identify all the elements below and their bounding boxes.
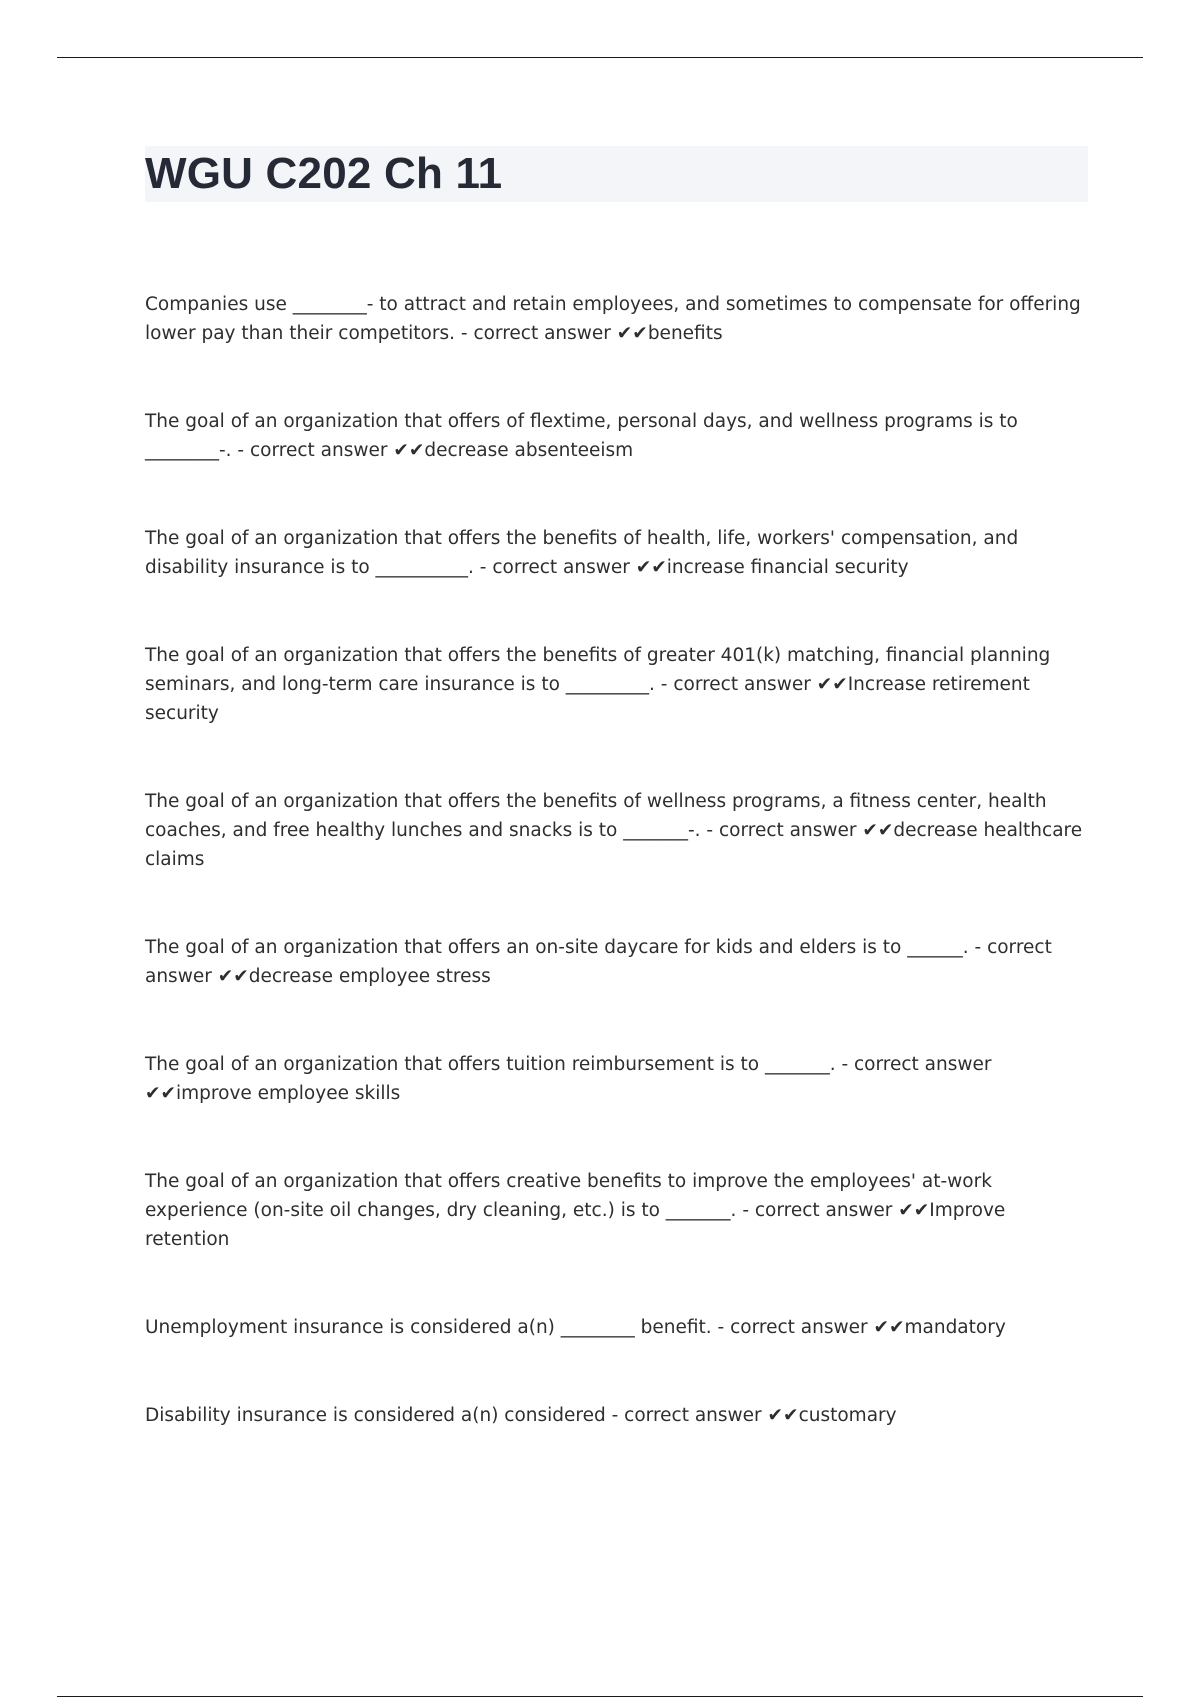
question-text: The goal of an organization that offers an on-site daycare for kids and elders is to ______. - correct answer [145,937,1052,987]
check-icon: ✔✔ [635,557,667,578]
answer-text: benefits [647,323,723,344]
qa-item [145,1050,1095,1108]
answer-text: Improve retention [145,1200,1006,1250]
question-text: Unemployment insurance is considered a(n) ________ benefit. - correct answer [145,1317,874,1338]
answer-text: customary [798,1405,897,1426]
check-icon: ✔✔ [816,674,848,695]
question-text: The goal of an organization that offers the benefits of health, life, workers' compensation, and disability insurance is to __________. - correct answer [145,528,1019,578]
check-icon: ✔✔ [393,440,425,461]
check-icon: ✔✔ [616,323,648,344]
bottom-divider [57,1696,1143,1697]
qa-item [145,407,1095,465]
check-icon: ✔✔ [873,1317,905,1338]
qa-item [145,524,1095,582]
check-icon: ✔✔ [767,1405,799,1426]
answer-text: Increase retirement security [145,674,1030,724]
check-icon: ✔✔ [898,1200,930,1221]
check-icon: ✔✔ [862,820,894,841]
top-divider [57,57,1143,58]
question-text: The goal of an organization that offers the benefits of wellness programs, a fitness center, health coaches, and free healthy lunches and snacks is to _______-. - correct answer [145,791,1047,841]
qa-list [145,290,1095,1489]
answer-text: increase financial security [666,557,909,578]
answer-text: improve employee skills [176,1083,401,1104]
check-icon: ✔✔ [217,966,249,987]
question-text: The goal of an organization that offers creative benefits to improve the employees' at-work experience (on-site oil changes, dry cleaning, etc.) is to _______. - correct answer [145,1171,992,1221]
qa-item [145,787,1095,874]
answer-text: mandatory [904,1317,1006,1338]
question-text: The goal of an organization that offers of flextime, personal days, and wellness programs is to ________-. - correct answer [145,411,1018,461]
question-text: The goal of an organization that offers tuition reimbursement is to _______. - correct answer [145,1054,992,1075]
answer-text: decrease healthcare claims [145,820,1083,870]
question-text: Companies use ________- to attract and retain employees, and sometimes to compensate for offering lower pay than their competitors. - correct answer [145,294,1081,344]
answer-text: decrease employee stress [248,966,491,987]
question-text: The goal of an organization that offers the benefits of greater 401(k) matching, financial planning seminars, and long-term care insurance is to _________. - correct answer [145,645,1051,695]
qa-item [145,933,1095,991]
question-text: Disability insurance is considered a(n) considered - correct answer [145,1405,768,1426]
qa-item [145,1401,1095,1430]
check-icon: ✔✔ [145,1083,177,1104]
qa-item [145,641,1095,728]
qa-item [145,1167,1095,1254]
page-title: WGU C202 Ch 11 [145,149,503,198]
qa-item [145,290,1095,348]
answer-text: decrease absenteeism [424,440,634,461]
qa-item [145,1313,1095,1342]
